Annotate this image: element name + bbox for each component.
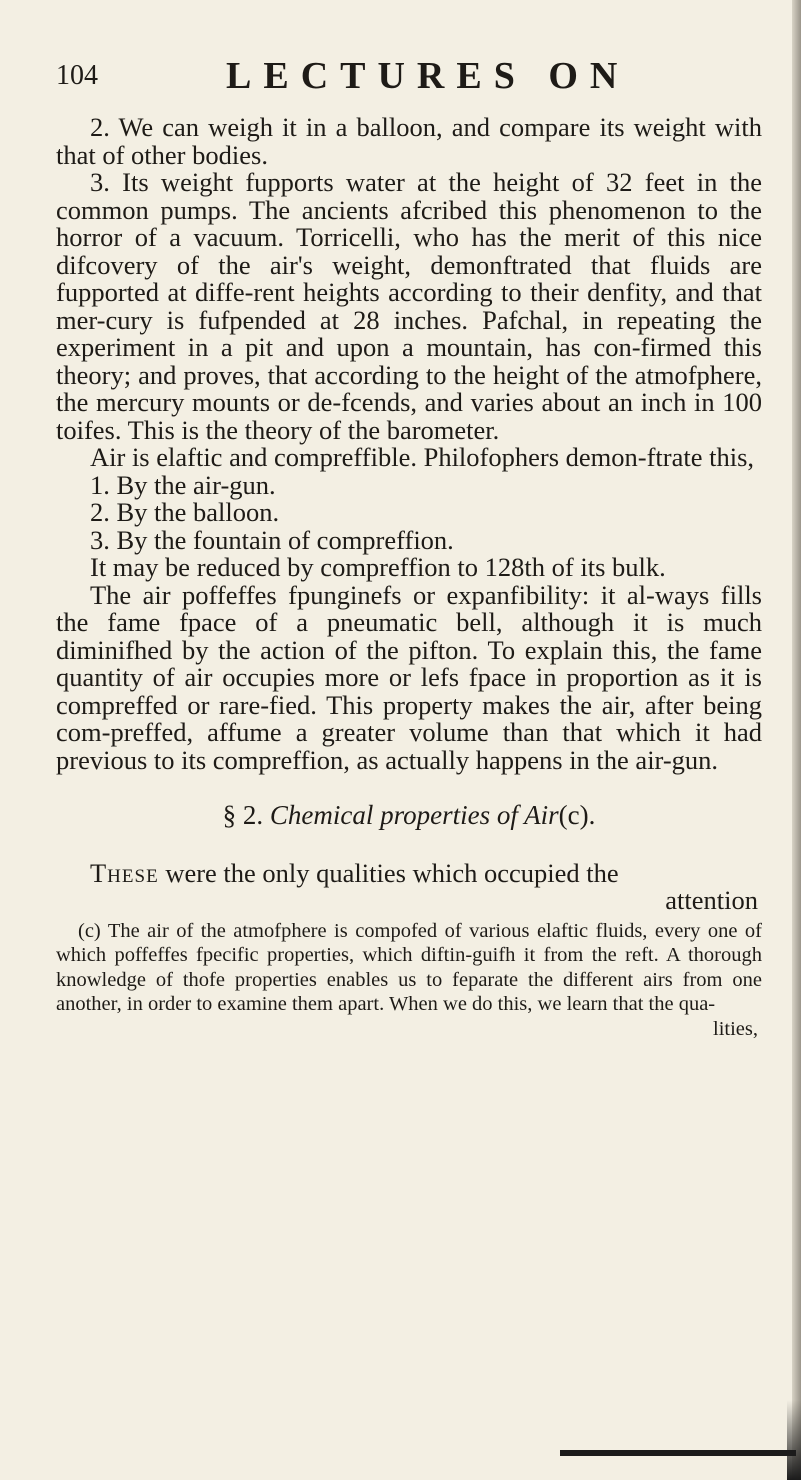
paragraph-first-word: These [90,857,159,888]
paragraph-rest: were the only qualities which occupied the [165,857,619,888]
section-note-ref: (c). [558,800,596,830]
section-title: Chemical properties of Air [269,800,559,830]
list-item: 1. By the air-gun. [90,469,276,500]
page-number: 104 [56,60,98,91]
paragraph-weigh-balloon: 2. We can weigh it in a balloon, and compare its weight with that of other bodies. [56,112,762,170]
body-text [56,114,762,1041]
running-title: LECTURES ON [226,55,630,97]
footnote: (c) The air of the atmofphere is compofed of various elaftic fluids, every one of which poffeffes fpecific properties, which diftin-guifh it from the reft. A thorough knowledge of thofe properties enables us to feparate the different airs from one another, in order to examine them apart. When we do this, we learn that the qua- [56,919,762,1015]
section-number: § 2. [222,800,264,830]
running-header [56,55,756,100]
page-edge-shadow [792,0,801,1480]
paragraph-compression: It may be reduced by compreffion to 128th of its bulk. [90,552,666,582]
paragraph-expansibility: The air poffeffes fpunginefs or expanfibility: it al-ways fills the fame fpace of a pneumatic bell, although it is much diminifhed by the action of the pifton. To explain this, the fame quantity of air occupies more or lefs fpace in proportion as it is compreffed or rare-fied. This property makes the air, after being com-preffed, affume a greater volume than that which it had previous to its compreffion, as actually happens in the air-gun. [56,579,762,775]
catchword: attention [665,885,758,915]
paragraph-these [56,857,762,888]
section-heading [56,802,762,830]
bottom-rule [560,1450,796,1456]
list-item: 3. By the fountain of compreffion. [90,524,454,555]
paragraph-elastic: Air is elaftic and compreffible. Philofophers demon-ftrate this, [90,442,755,472]
footnote-catchword: lities, [713,1017,758,1040]
paragraph-barometer: 3. Its weight fupports water at the height of 32 feet in the common pumps. The ancients afcribed this phenomenon to the horror of a vacuum. Torricelli, who has the merit of this nice difcovery of the air's weight, demonftrated that fluids are fupported at diffe-rent heights according to their denfity, and that mer-cury is fufpended at 28 inches. Pafchal, in repeating the experiment in a pit and upon a mountain, has con-firmed this theory; and proves, that according to the height of the atmofphere, the mercury mounts or de-fcends, and varies about an inch in 100 toifes. This is the theory of the barometer. [56,167,762,445]
list-item: 2. By the balloon. [90,497,280,527]
corner-shadow [787,1400,801,1480]
